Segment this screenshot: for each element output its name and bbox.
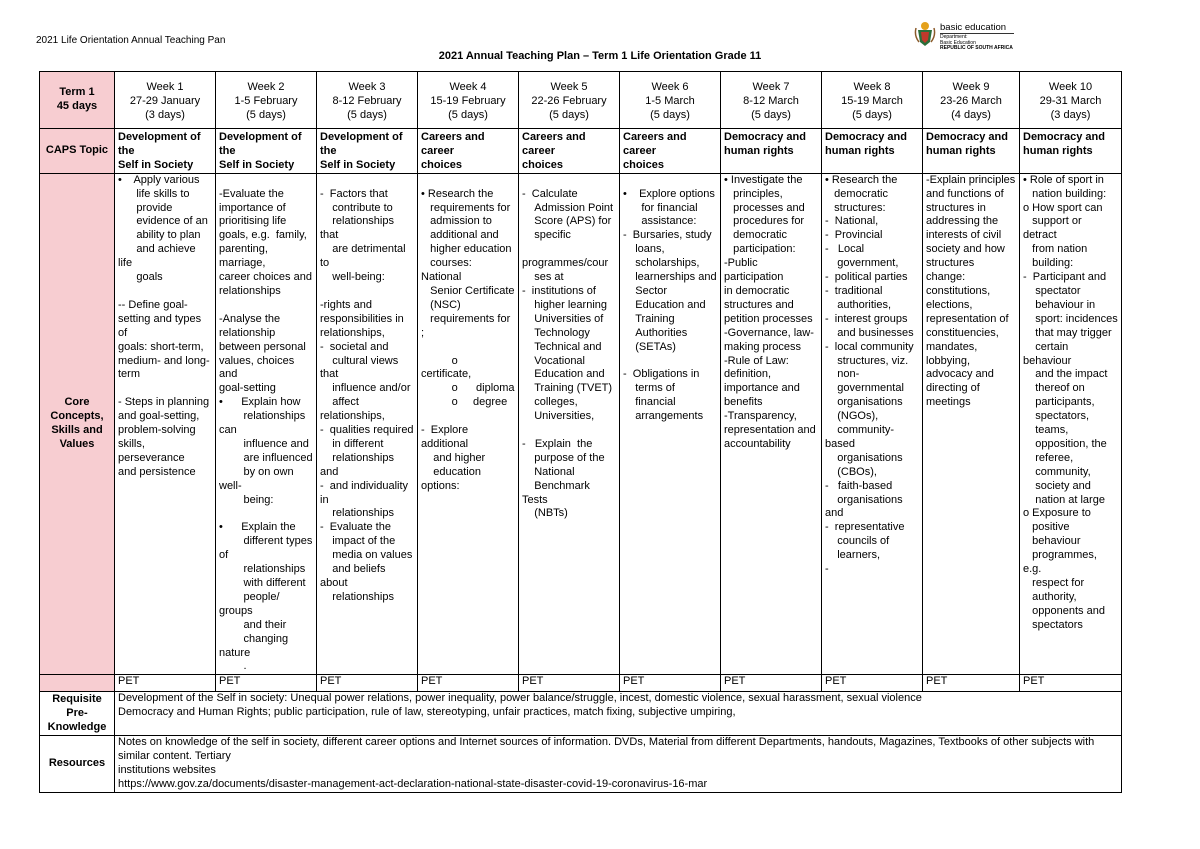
core-concepts-cell: -Evaluate the importance of prioritising life goals, e.g. family, parenting, marriage, career choices and relationships -Analyse the relationship between personal values, choices and goal-setting • Explain how relationships can influence and are influenced by on own well- being: • Explain the different types of relationships with different people/ groups and their changing nature . bbox=[216, 173, 317, 675]
week-header bbox=[418, 72, 519, 129]
page-title: 2021 Annual Teaching Plan – Term 1 Life Orientation Grade 11 bbox=[438, 50, 762, 62]
week-days: (4 days) bbox=[951, 108, 991, 121]
week-days: (5 days) bbox=[549, 108, 589, 121]
core-concepts-cell: - Factors that contribute to relationships that are detrimental to well-being: -rights and responsibilities in relationships, - societal and cultural views that influence and/or affect relationships, - qualities required in different relationships and - and individuality in relationships - Evaluate the impact of the media on values and beliefs about relationships bbox=[317, 173, 418, 675]
pet-cell: PET bbox=[519, 675, 620, 692]
core-concepts-cell: • Explore options for financial assistance: - Bursaries, study loans, scholarships, learnerships and Sector Education and Training Authorities (SETAs) - Obligations in terms of financial arrangements bbox=[620, 173, 721, 675]
caps-topic-cell: Careers and career choices bbox=[519, 129, 620, 174]
pet-cell: PET bbox=[620, 675, 721, 692]
caps-topic-cell: Democracy and human rights bbox=[923, 129, 1020, 174]
week-label: Week 2 bbox=[247, 81, 285, 93]
week-header bbox=[216, 72, 317, 129]
week-dates: 8-12 February bbox=[332, 94, 402, 107]
week-label: Week 8 bbox=[853, 81, 891, 93]
week-days: (3 days) bbox=[1050, 108, 1091, 121]
core-concepts-cell: • Research the democratic structures: - National, - Provincial - Local government, - political parties - traditional authorities, - interest groups and businesses - local community structures, viz. non- governmental organisations (NGOs), community-based organisations (CBOs), - faith-based organisations and - representative councils of learners, - bbox=[822, 173, 923, 675]
logo-name: basic education bbox=[940, 22, 1007, 33]
week-header bbox=[1020, 72, 1122, 129]
pet-row bbox=[40, 675, 1122, 692]
week-header bbox=[519, 72, 620, 129]
core-concepts-cell: • Investigate the principles, processes and procedures for democratic participation: -Public participation in democratic structures and petition processes -Governance, law- making process -Rule of Law: definition, importance and benefits -Transparency, representation and accountability bbox=[721, 173, 822, 675]
resources-label: Resources bbox=[40, 736, 115, 793]
week-days: (5 days) bbox=[347, 108, 387, 121]
week-days: (5 days) bbox=[751, 108, 791, 121]
pet-cell: PET bbox=[115, 675, 216, 692]
week-header bbox=[822, 72, 923, 129]
week-days: (5 days) bbox=[650, 108, 690, 121]
resources-text: Notes on knowledge of the self in society, different career options and Internet sources of information. DVDs, Material from different Departments, handouts, Magazines, Textbooks of other subjects with similar content. Tertiary institutions websites https://www.gov.za/documents/disaster-management-act-declaration-national-state-disaster-covid-19-coronavirus-16-mar bbox=[115, 736, 1122, 793]
logo-line-1: Department: bbox=[940, 34, 968, 40]
week-dates: 23-26 March bbox=[940, 94, 1002, 107]
week-header bbox=[923, 72, 1020, 129]
week-days: (5 days) bbox=[448, 108, 488, 121]
caps-topic-row bbox=[40, 129, 1122, 174]
resources-row bbox=[40, 736, 1122, 793]
requisite-row bbox=[40, 692, 1122, 736]
pet-cell: PET bbox=[822, 675, 923, 692]
teaching-plan-table bbox=[39, 71, 1122, 793]
caps-topic-cell: Careers and career choices bbox=[418, 129, 519, 174]
week-header bbox=[317, 72, 418, 129]
week-days: (5 days) bbox=[852, 108, 892, 121]
week-dates: 1-5 March bbox=[645, 94, 695, 107]
week-label: Week 5 bbox=[550, 81, 588, 93]
caps-topic-cell: Democracy and human rights bbox=[721, 129, 822, 174]
logo-line-3: REPUBLIC OF SOUTH AFRICA bbox=[940, 45, 1013, 51]
week-label: Week 4 bbox=[449, 81, 487, 93]
pet-cell: PET bbox=[923, 675, 1020, 692]
core-concepts-cell: -Explain principles and functions of structures in addressing the interests of civil society and how structures change: constitutions, elections, representation of constituencies, mandates, lobbying, advocacy and directing of meetings bbox=[923, 173, 1020, 675]
pet-cell: PET bbox=[418, 675, 519, 692]
term-label: Term 1 bbox=[59, 86, 95, 99]
core-concepts-cell: • Research the requirements for admission to additional and higher education courses: National Senior Certificate (NSC) requirements for ; o certificate, o diploma o degree - Explore additional and higher education options: bbox=[418, 173, 519, 675]
caps-topic-cell: Democracy and human rights bbox=[1020, 129, 1122, 174]
week-dates: 27-29 January bbox=[129, 94, 201, 107]
caps-topic-cell: Careers and career choices bbox=[620, 129, 721, 174]
week-dates: 1-5 February bbox=[234, 94, 298, 107]
week-header bbox=[115, 72, 216, 129]
term-days: 45 days bbox=[56, 100, 98, 112]
core-concepts-cell: • Role of sport in nation building: o How sport can support or detract from nation building: - Participant and spectator behaviour in sport: incidences that may trigger certain behaviour and the impact thereof on participants, spectators, teams, opposition, the referee, community, society and nation at large o Exposure to positive behaviour programmes, e.g. respect for authority, opponents and spectators bbox=[1020, 173, 1122, 675]
week-label: Week 9 bbox=[952, 81, 990, 93]
pet-cell: PET bbox=[721, 675, 822, 692]
logo-line-2: Basic Education bbox=[940, 39, 976, 46]
caps-topic-cell: Democracy and human rights bbox=[822, 129, 923, 174]
pet-cell: PET bbox=[1020, 675, 1122, 692]
week-label: Week 3 bbox=[348, 81, 386, 93]
week-dates: 15-19 March bbox=[841, 94, 903, 107]
week-dates: 8-12 March bbox=[743, 94, 799, 107]
core-concepts-cell: - Calculate Admission Point Score (APS) for specific programmes/cour ses at - institutions of higher learning Universities of Technology Technical and Vocational Education and Training (TVET) colleges, Universities, - Explain the purpose of the National Benchmark Tests (NBTs) bbox=[519, 173, 620, 675]
core-concepts-label: Core Concepts, Skills and Values bbox=[40, 173, 115, 675]
week-header bbox=[721, 72, 822, 129]
week-days: (5 days) bbox=[246, 108, 286, 121]
document-header: 2021 Life Orientation Annual Teaching Pan bbox=[36, 35, 226, 46]
week-label: Week 1 bbox=[146, 81, 184, 93]
department-logo bbox=[914, 20, 1034, 50]
pet-cell: PET bbox=[216, 675, 317, 692]
week-dates: 22-26 February bbox=[531, 94, 607, 107]
week-label: Week 10 bbox=[1048, 81, 1093, 93]
week-label: Week 7 bbox=[752, 81, 790, 93]
week-label: Week 6 bbox=[651, 81, 689, 93]
coat-of-arms-icon bbox=[914, 20, 936, 48]
pet-cell: PET bbox=[317, 675, 418, 692]
pet-label-cell bbox=[40, 675, 115, 692]
core-concepts-row bbox=[40, 173, 1122, 675]
week-dates: 15-19 February bbox=[430, 94, 506, 107]
week-header bbox=[620, 72, 721, 129]
week-days: (3 days) bbox=[145, 108, 185, 121]
caps-topic-label: CAPS Topic bbox=[40, 129, 115, 174]
requisite-label: Requisite Pre- Knowledge bbox=[40, 692, 115, 736]
week-dates: 29-31 March bbox=[1039, 94, 1102, 107]
core-concepts-cell: • Apply various life skills to provide evidence of an ability to plan and achieve life goals -- Define goal- setting and types of goals: short-term, medium- and long- term - Steps in planning and goal-setting, problem-solving skills, perseverance and persistence bbox=[115, 173, 216, 675]
caps-topic-cell: Development of the Self in Society bbox=[317, 129, 418, 174]
caps-topic-cell: Development of the Self in Society bbox=[216, 129, 317, 174]
requisite-text: Development of the Self in society: Unequal power relations, power inequality, power balance/struggle, incest, domestic violence, sexual harassment, sexual violence Democracy and Human Rights; public participation, rule of law, stereotyping, unfair practices, match fixing, subjective umpiring, bbox=[115, 692, 1122, 736]
weeks-row bbox=[40, 72, 1122, 129]
caps-topic-cell: Development of the Self in Society bbox=[115, 129, 216, 174]
term-cell bbox=[40, 72, 115, 129]
